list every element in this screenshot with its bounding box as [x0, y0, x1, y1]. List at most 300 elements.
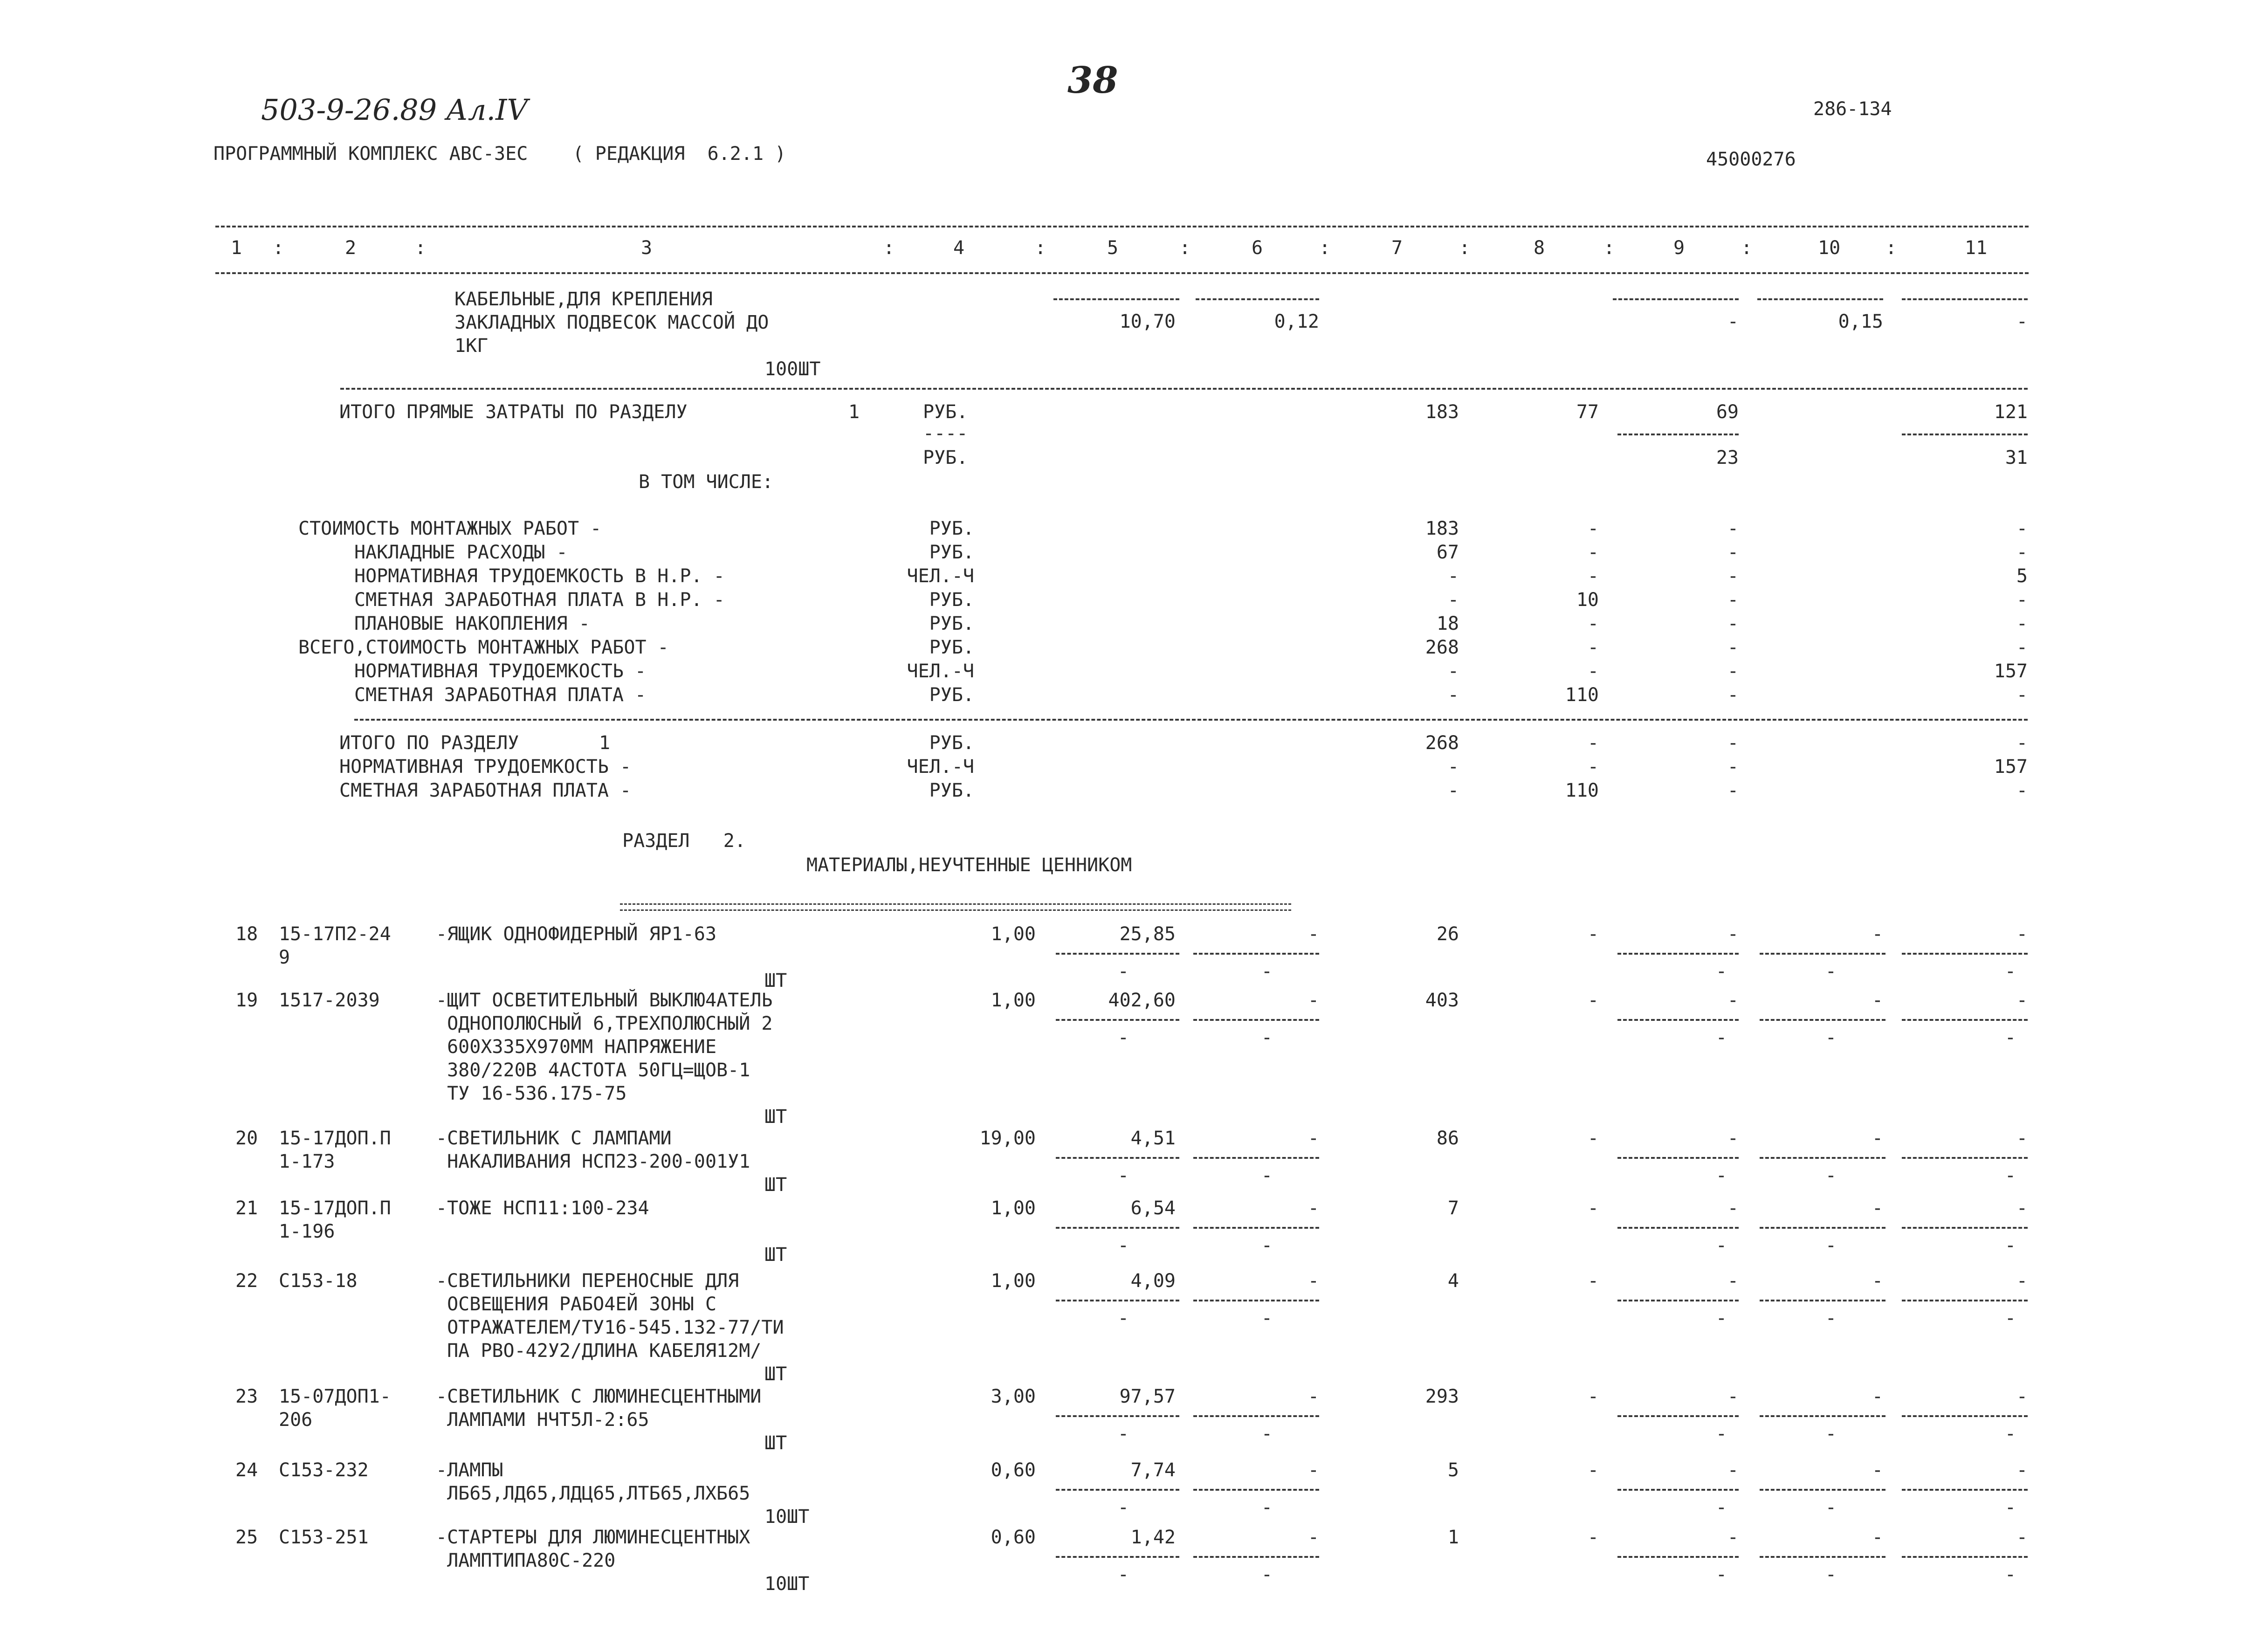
summary-row-c8: - [1587, 518, 1599, 539]
item-c8: - [1587, 1386, 1599, 1407]
item-c11: - [2016, 1128, 2028, 1149]
summary-rule [340, 388, 2028, 390]
direct-sub-unit: РУБ. [923, 447, 968, 468]
item-rule [1902, 1019, 2028, 1021]
item-rule [1193, 953, 1319, 955]
item-rule [1902, 1415, 2028, 1417]
section-total-c8: - [1587, 732, 1599, 754]
item-sub-dash: - [1715, 1423, 1727, 1445]
item-sub-dash: - [1261, 1423, 1273, 1445]
item-c6: - [1307, 1459, 1319, 1481]
carry-c6: 0,12 [1274, 311, 1319, 332]
column-number: 7 [1391, 237, 1403, 259]
item-c10: - [1872, 1459, 1883, 1481]
item-rule [1193, 1300, 1319, 1301]
item-c11: - [2016, 1386, 2028, 1407]
sub-rule [1617, 434, 1739, 435]
handwritten-code: 503-9-26.89 Ал.IV [261, 93, 528, 127]
section-total-c11: - [2016, 780, 2028, 801]
item-c6: - [1307, 990, 1319, 1011]
direct-cost-label: ИТОГО ПРЯМЫЕ ЗАТРАТЫ ПО РАЗДЕЛУ [339, 401, 688, 423]
column-number: 5 [1107, 237, 1119, 259]
item-sub-dash: - [1825, 961, 1837, 982]
item-c10: - [1872, 1386, 1883, 1407]
section-total-c11: - [2016, 732, 2028, 754]
item-rule [1760, 1556, 1885, 1558]
item-c11: - [2016, 990, 2028, 1011]
item-c9: - [1727, 1459, 1739, 1481]
section-total-label: ИТОГО ПО РАЗДЕЛУ [339, 732, 519, 754]
item-price: 97,57 [1119, 1386, 1176, 1407]
item-sub-dash: - [1825, 1235, 1837, 1256]
summary-row-unit: ЧЕЛ.-Ч [907, 661, 974, 682]
item-c9: - [1727, 990, 1739, 1011]
direct-cost-section: 1 [848, 401, 860, 423]
item-rule [1056, 1227, 1179, 1229]
item-c6: - [1307, 1128, 1319, 1149]
item-sub-dash: - [2004, 1423, 2016, 1445]
carry-item-desc: 1КГ [454, 335, 489, 357]
item-number: 23 [235, 1386, 258, 1407]
section2-title: РАЗДЕЛ 2. [622, 830, 746, 852]
column-separator: : [1885, 237, 1897, 259]
item-rule [1617, 1157, 1739, 1159]
item-rule [1902, 1300, 2028, 1301]
item-sub-dash: - [2004, 1165, 2016, 1186]
item-price: 402,60 [1108, 990, 1176, 1011]
item-cost: 5 [1447, 1459, 1459, 1481]
item-rule [1193, 1227, 1319, 1229]
item-description: -СВЕТИЛЬНИК С ЛАМПАМИ [436, 1128, 672, 1149]
item-sub-dash: - [1117, 1497, 1129, 1518]
item-quantity: 1,00 [991, 1270, 1036, 1292]
item-sub-dash: - [1715, 1235, 1727, 1256]
item-rule [1760, 953, 1885, 955]
item-description: -СВЕТИЛЬНИКИ ПЕРЕНОСНЫЕ ДЛЯ [436, 1270, 739, 1292]
including-label: В ТОМ ЧИСЛЕ: [639, 471, 773, 493]
carry-item-desc: ЗАКЛАДНЫХ ПОДВЕСОК МАССОЙ ДО [454, 312, 769, 333]
item-sub-dash: - [1261, 1308, 1273, 1329]
item-description: -ЩИТ ОСВЕТИТЕЛЬНЫЙ ВЫКЛЮ4АТЕЛЬ [436, 990, 773, 1011]
item-rule [1760, 1157, 1885, 1159]
summary-row-c8: 110 [1565, 684, 1599, 706]
summary-row-label: ПЛАНОВЫЕ НАКОПЛЕНИЯ - [354, 613, 590, 634]
item-rule [1056, 953, 1179, 955]
item-sub-dash: - [1715, 1308, 1727, 1329]
section-total-c11: 157 [1994, 756, 2028, 778]
summary-row-label: НОРМАТИВНАЯ ТРУДОЕМКОСТЬ В Н.Р. - [354, 565, 725, 587]
item-description: -СТАРТЕРЫ ДЛЯ ЛЮМИНЕСЦЕНТНЫХ [436, 1527, 750, 1548]
item-sub-dash: - [2004, 1308, 2016, 1329]
column-number: 4 [953, 237, 965, 259]
item-description: -ТОЖЕ НСП11:100-234 [436, 1198, 649, 1219]
item-quantity: 1,00 [991, 990, 1036, 1011]
sub-rule [1902, 434, 2028, 435]
section-total-unit: РУБ. [929, 780, 974, 801]
item-number: 19 [235, 990, 258, 1011]
item-code: 15-17П2-24 [279, 923, 391, 945]
summary-row-c11: - [2016, 637, 2028, 658]
item-rule [1193, 1019, 1319, 1021]
item-cost: 86 [1436, 1128, 1459, 1149]
item-sub-dash: - [1117, 1564, 1129, 1585]
item-description: ТУ 16-536.175-75 [436, 1083, 627, 1104]
item-rule [1760, 1415, 1885, 1417]
carry-c5: 10,70 [1119, 311, 1176, 332]
summary-row-unit: РУБ. [929, 518, 974, 539]
item-sub-dash: - [1117, 1235, 1129, 1256]
item-rule [1902, 1157, 2028, 1159]
item-quantity: 0,60 [991, 1527, 1036, 1548]
item-rule [1902, 953, 2028, 955]
item-c6: - [1307, 1386, 1319, 1407]
item-cost: 4 [1447, 1270, 1459, 1292]
item-rule [1056, 1157, 1179, 1159]
summary-row-c9: - [1727, 661, 1739, 682]
item-rule [1193, 1489, 1319, 1491]
item-number: 20 [235, 1128, 258, 1149]
item-c9: - [1727, 1270, 1739, 1292]
item-rule [1617, 1227, 1739, 1229]
item-price: 6,54 [1130, 1198, 1176, 1219]
item-rule [1617, 1489, 1739, 1491]
item-rule [1617, 1556, 1739, 1558]
summary-row-c11: 5 [2016, 565, 2028, 587]
summary-row-label: СТОИМОСТЬ МОНТАЖНЫХ РАБОТ - [298, 518, 602, 539]
item-rule [1056, 1489, 1179, 1491]
direct-cost-unit: РУБ. [923, 401, 968, 423]
summary-rule [354, 719, 2028, 721]
summary-row-c9: - [1727, 589, 1739, 611]
summary-row-c11: - [2016, 542, 2028, 563]
summary-row-c8: - [1587, 661, 1599, 682]
column-number: 1 [231, 237, 242, 259]
section-total-unit: ЧЕЛ.-Ч [907, 756, 974, 778]
carry-c10: 0,15 [1838, 311, 1883, 332]
sub-c11: 31 [2005, 447, 2028, 468]
item-rule [1056, 1300, 1179, 1301]
item-sub-dash: - [1261, 1497, 1273, 1518]
summary-row-c7: - [1447, 684, 1459, 706]
summary-row-c11: - [2016, 613, 2028, 634]
summary-row-c7: - [1447, 589, 1459, 611]
item-quantity: 3,00 [991, 1386, 1036, 1407]
column-separator: : [1179, 237, 1191, 259]
item-quantity: 0,60 [991, 1459, 1036, 1481]
item-rule [1617, 953, 1739, 955]
item-quantity: 19,00 [979, 1128, 1036, 1149]
item-sub-dash: - [1261, 1027, 1273, 1048]
item-code: 15-17ДОП.П [279, 1198, 391, 1219]
item-sub-dash: - [1117, 1308, 1129, 1329]
item-code: 1517-2039 [279, 990, 380, 1011]
item-sub-dash: - [1715, 1564, 1727, 1585]
summary-row-label: НОРМАТИВНАЯ ТРУДОЕМКОСТЬ - [354, 661, 647, 682]
item-sub-dash: - [1261, 1165, 1273, 1186]
item-rule [1902, 1489, 2028, 1491]
item-c6: - [1307, 1270, 1319, 1292]
item-sub-dash: - [1117, 1423, 1129, 1445]
section-total-c9: - [1727, 756, 1739, 778]
column-separator: : [1459, 237, 1471, 259]
summary-row-unit: РУБ. [929, 613, 974, 634]
item-code: 1-173 [279, 1151, 335, 1172]
column-separator: : [415, 237, 427, 259]
item-description: -СВЕТИЛЬНИК С ЛЮМИНЕСЦЕНТНЫМИ [436, 1386, 762, 1407]
item-rule [1056, 1556, 1179, 1558]
direct-c8: 77 [1576, 401, 1599, 423]
section-total-num: 1 [599, 732, 611, 754]
item-c10: - [1872, 923, 1883, 945]
section2-double-rule [620, 903, 1291, 911]
summary-row-c7: 67 [1436, 542, 1459, 563]
column-number: 3 [641, 237, 653, 259]
section-total-c7: - [1447, 756, 1459, 778]
item-description: ЛБ65,ЛД65,ЛДЦ65,ЛТБ65,ЛХБ65 [436, 1483, 750, 1504]
item-description: ЛАМПАМИ НЧТ5Л-2:65 [436, 1409, 649, 1431]
item-rule [1056, 1019, 1179, 1021]
item-rule [1193, 1556, 1319, 1558]
carry-c11: - [2016, 311, 2028, 332]
summary-row-c7: - [1447, 661, 1459, 682]
summary-row-c8: 10 [1576, 589, 1599, 611]
item-price: 7,74 [1130, 1459, 1176, 1481]
summary-row-c11: 157 [1994, 661, 2028, 682]
carry-line [1053, 298, 1179, 300]
item-c8: - [1587, 1459, 1599, 1481]
column-number: 6 [1252, 237, 1263, 259]
doc-code: 286-134 [1813, 98, 1892, 120]
item-description: НАКАЛИВАНИЯ НСП23-200-001У1 [436, 1151, 750, 1172]
item-code: С153-251 [279, 1527, 369, 1548]
item-c8: - [1587, 990, 1599, 1011]
direct-c11: 121 [1994, 401, 2028, 423]
column-separator: : [1741, 237, 1753, 259]
item-rule [1760, 1227, 1885, 1229]
summary-row-c7: 268 [1425, 637, 1459, 658]
item-c11: - [2016, 1270, 2028, 1292]
item-sub-dash: - [2004, 1027, 2016, 1048]
summary-row-unit: ЧЕЛ.-Ч [907, 565, 974, 587]
summary-row-c9: - [1727, 518, 1739, 539]
item-rule [1617, 1019, 1739, 1021]
item-c6: - [1307, 1198, 1319, 1219]
item-unit: ШТ [764, 1244, 787, 1266]
summary-row-c11: - [2016, 518, 2028, 539]
carry-c9: - [1727, 311, 1739, 332]
item-sub-dash: - [1825, 1027, 1837, 1048]
summary-row-unit: РУБ. [929, 684, 974, 706]
item-rule [1902, 1227, 2028, 1229]
item-number: 21 [235, 1198, 258, 1219]
section-total-label: СМЕТНАЯ ЗАРАБОТНАЯ ПЛАТА - [339, 780, 632, 801]
item-sub-dash: - [1261, 1235, 1273, 1256]
item-description: ОДНОПОЛЮСНЫЙ 6,ТРЕХПОЛЮСНЫЙ 2 [436, 1013, 773, 1034]
item-unit: ШТ [764, 1174, 787, 1196]
item-description: 600Х335Х970ММ НАПРЯЖЕНИЕ [436, 1036, 717, 1058]
carry-item-unit: 100ШТ [764, 358, 821, 380]
item-c9: - [1727, 1386, 1739, 1407]
column-number: 8 [1534, 237, 1545, 259]
section-total-c8: 110 [1565, 780, 1599, 801]
item-rule [1617, 1300, 1739, 1301]
summary-row-label: СМЕТНАЯ ЗАРАБОТНАЯ ПЛАТА - [354, 684, 647, 706]
item-c8: - [1587, 1270, 1599, 1292]
item-c6: - [1307, 923, 1319, 945]
column-number: 11 [1965, 237, 1988, 259]
item-price: 4,09 [1130, 1270, 1176, 1292]
column-separator: : [1603, 237, 1615, 259]
item-unit: ШТ [764, 1363, 787, 1385]
column-separator: : [1319, 237, 1331, 259]
item-c9: - [1727, 1198, 1739, 1219]
item-sub-dash: - [1715, 1027, 1727, 1048]
summary-row-label: СМЕТНАЯ ЗАРАБОТНАЯ ПЛАТА В Н.Р. - [354, 589, 725, 611]
summary-row-c8: - [1587, 565, 1599, 587]
item-rule [1760, 1019, 1885, 1021]
item-c10: - [1872, 1527, 1883, 1548]
item-unit: ШТ [764, 1432, 787, 1454]
column-separator: : [1035, 237, 1046, 259]
item-cost: 7 [1447, 1198, 1459, 1219]
item-cost: 293 [1425, 1386, 1459, 1407]
carry-item-desc: КАБЕЛЬНЫЕ,ДЛЯ КРЕПЛЕНИЯ [454, 289, 713, 310]
item-unit: 10ШТ [764, 1573, 810, 1595]
doc-id: 45000276 [1706, 149, 1796, 170]
header-rule-bottom [215, 272, 2029, 274]
item-description: -ЯЩИК ОДНОФИДЕРНЫЙ ЯР1-63 [436, 923, 717, 945]
summary-row-c9: - [1727, 542, 1739, 563]
summary-row-c11: - [2016, 589, 2028, 611]
item-sub-dash: - [1825, 1564, 1837, 1585]
item-cost: 1 [1447, 1527, 1459, 1548]
item-sub-dash: - [1117, 1027, 1129, 1048]
item-sub-dash: - [1117, 961, 1129, 982]
item-c11: - [2016, 1198, 2028, 1219]
item-sub-dash: - [1825, 1165, 1837, 1186]
item-description: ПА РВО-42У2/ДЛИНА КАБЕЛЯ12М/ [436, 1340, 762, 1362]
carry-line [1196, 298, 1319, 300]
carry-line [1902, 298, 2028, 300]
item-sub-dash: - [1825, 1308, 1837, 1329]
summary-row-c11: - [2016, 684, 2028, 706]
item-c11: - [2016, 1527, 2028, 1548]
direct-dash: ---- [923, 423, 968, 444]
item-sub-dash: - [1715, 1165, 1727, 1186]
item-c11: - [2016, 923, 2028, 945]
item-c10: - [1872, 990, 1883, 1011]
direct-c9: 69 [1716, 401, 1739, 423]
summary-row-c9: - [1727, 684, 1739, 706]
page-number: 38 [1067, 59, 1118, 102]
item-code: 206 [279, 1409, 313, 1431]
item-c8: - [1587, 1128, 1599, 1149]
item-code: 1-196 [279, 1221, 335, 1242]
item-description: ОТРАЖАТЕЛЕМ/ТУ16-545.132-77/ТИ [436, 1317, 784, 1338]
header-rule-top [215, 226, 2029, 227]
section-total-c9: - [1727, 780, 1739, 801]
summary-row-c8: - [1587, 542, 1599, 563]
item-sub-dash: - [2004, 961, 2016, 982]
item-sub-dash: - [1261, 1564, 1273, 1585]
item-rule [1617, 1415, 1739, 1417]
item-c9: - [1727, 1128, 1739, 1149]
section-total-c7: 268 [1425, 732, 1459, 754]
item-sub-dash: - [2004, 1564, 2016, 1585]
item-number: 24 [235, 1459, 258, 1481]
item-sub-dash: - [1715, 961, 1727, 982]
column-number: 9 [1673, 237, 1685, 259]
item-number: 18 [235, 923, 258, 945]
summary-row-c7: 18 [1436, 613, 1459, 634]
item-rule [1902, 1556, 2028, 1558]
item-unit: ШТ [764, 970, 787, 991]
summary-row-c7: 183 [1425, 518, 1459, 539]
item-code: С153-18 [279, 1270, 358, 1292]
carry-line [1757, 298, 1883, 300]
item-code: С153-232 [279, 1459, 369, 1481]
item-unit: 10ШТ [764, 1506, 810, 1528]
summary-row-unit: РУБ. [929, 637, 974, 658]
item-cost: 26 [1436, 923, 1459, 945]
summary-row-c9: - [1727, 637, 1739, 658]
section-total-c7: - [1447, 780, 1459, 801]
item-unit: ШТ [764, 1106, 787, 1128]
item-rule [1760, 1489, 1885, 1491]
item-sub-dash: - [2004, 1235, 2016, 1256]
item-sub-dash: - [2004, 1497, 2016, 1518]
item-description: ОСВЕЩЕНИЯ РАБО4ЕЙ ЗОНЫ С [436, 1294, 717, 1315]
item-description: -ЛАМПЫ [436, 1459, 503, 1481]
item-code: 9 [279, 947, 290, 968]
item-c6: - [1307, 1527, 1319, 1548]
summary-row-unit: РУБ. [929, 589, 974, 611]
column-separator: : [273, 237, 284, 259]
item-code: 15-07ДОП1- [279, 1386, 391, 1407]
item-price: 25,85 [1119, 923, 1176, 945]
summary-row-unit: РУБ. [929, 542, 974, 563]
summary-row-c8: - [1587, 613, 1599, 634]
direct-c7: 183 [1425, 401, 1459, 423]
item-c10: - [1872, 1128, 1883, 1149]
section-total-c8: - [1587, 756, 1599, 778]
summary-row-c9: - [1727, 613, 1739, 634]
item-sub-dash: - [1825, 1497, 1837, 1518]
item-c11: - [2016, 1459, 2028, 1481]
column-number: 10 [1818, 237, 1841, 259]
item-c9: - [1727, 1527, 1739, 1548]
summary-row-c8: - [1587, 637, 1599, 658]
item-c10: - [1872, 1270, 1883, 1292]
sub-c9: 23 [1716, 447, 1739, 468]
item-sub-dash: - [1261, 961, 1273, 982]
item-number: 25 [235, 1527, 258, 1548]
summary-row-label: ВСЕГО,СТОИМОСТЬ МОНТАЖНЫХ РАБОТ - [298, 637, 669, 658]
section2-subtitle: МАТЕРИАЛЫ,НЕУЧТЕННЫЕ ЦЕННИКОМ [806, 854, 1132, 876]
item-c8: - [1587, 923, 1599, 945]
summary-row-c9: - [1727, 565, 1739, 587]
section-total-label: НОРМАТИВНАЯ ТРУДОЕМКОСТЬ - [339, 756, 632, 778]
item-quantity: 1,00 [991, 1198, 1036, 1219]
item-rule [1056, 1415, 1179, 1417]
column-separator: : [883, 237, 895, 259]
item-number: 22 [235, 1270, 258, 1292]
item-code: 15-17ДОП.П [279, 1128, 391, 1149]
item-price: 1,42 [1130, 1527, 1176, 1548]
item-sub-dash: - [1825, 1423, 1837, 1445]
item-rule [1760, 1300, 1885, 1301]
column-number: 2 [345, 237, 357, 259]
